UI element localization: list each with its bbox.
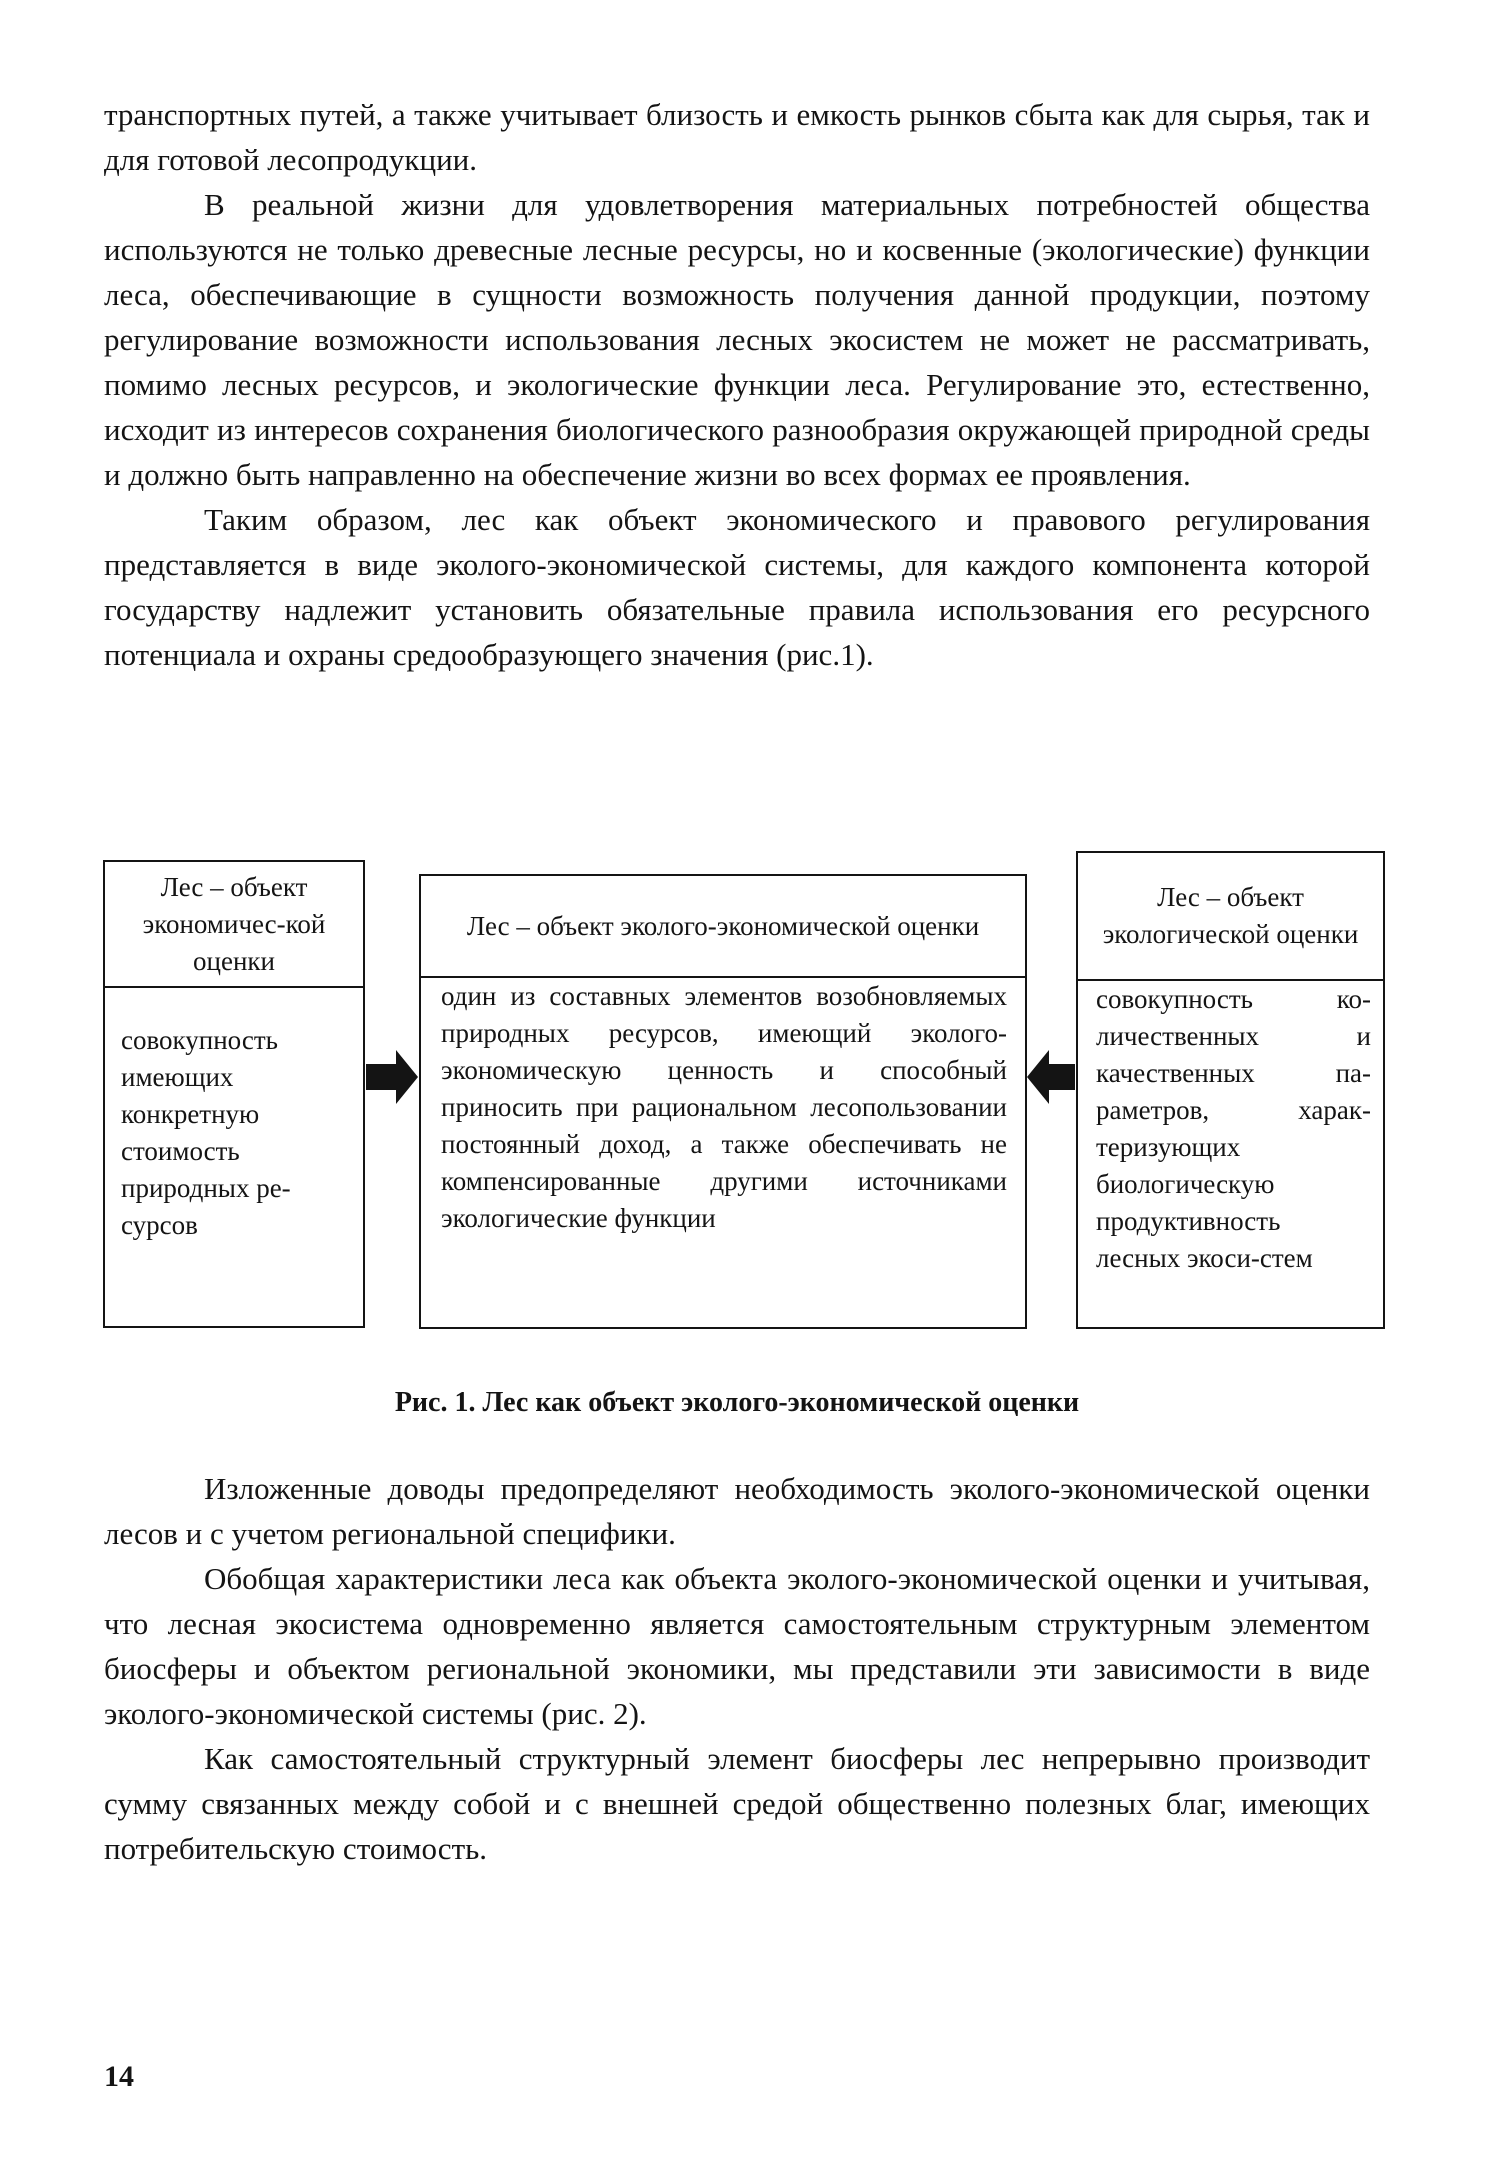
arrow-left-icon: [1027, 1050, 1075, 1104]
box-description: один из составных элементов возобновляемых природных ресурсов, имеющий эколого-экономическую ценность и способный приносить при рациональном лесопользовании постоянный доход, а также обеспечивать не компенсированные другими источниками экологические функции: [441, 981, 1007, 1233]
box-title: Лес – объект экономичес-кой оценки: [105, 862, 363, 988]
arrow-right-icon: [366, 1050, 418, 1104]
paragraph: Таким образом, лес как объект экономического и правового регулирования представляется в виде эколого-экономической системы, для каждого компонента которой государству надлежит установить обязательные правила использования его ресурсного потенциала и охраны средообразующего значения (рис.1).: [104, 502, 1370, 672]
paragraph: Изложенные доводы предопределяют необходимость эколого-экономической оценки лесов и с учетом региональной специфики.: [104, 1471, 1370, 1551]
box-title: Лес – объект экологической оценки: [1078, 853, 1383, 981]
paragraph: Обобщая характеристики леса как объекта эколого-экономической оценки и учитывая, что лесная экосистема одновременно является самостоятельным структурным элементом биосферы и объектом региональной экономики, мы представили эти зависимости в виде эколого-экономической системы (рис. 2).: [104, 1561, 1370, 1731]
figure-caption: Рис. 1. Лес как объект эколого-экономической оценки: [394, 1387, 1080, 1418]
paragraph: транспортных путей, а также учитывает близость и емкость рынков сбыта как для сырья, так и для готовой лесопродукции.: [104, 97, 1370, 177]
box-description: совокупность ко-личественных и качественных па-раметров, харак-теризующих биологическую продуктивность лесных экоси-стем: [1096, 984, 1371, 1273]
text-block-top: [104, 92, 1370, 677]
box-economic-assessment: [103, 860, 365, 1328]
box-eco-economic-assessment: [419, 874, 1027, 1329]
text-block-bottom: [104, 1466, 1370, 1871]
box-description: совокупность имеющих конкретную стоимость природных ре-сурсов: [121, 1025, 291, 1240]
paragraph: Как самостоятельный структурный элемент биосферы лес непрерывно производит сумму связанных между собой и с внешней средой общественно полезных благ, имеющих потребительскую стоимость.: [104, 1741, 1370, 1866]
page-number: 14: [104, 2060, 134, 2093]
box-title: Лес – объект эколого-экономической оценки: [421, 876, 1025, 978]
paragraph: В реальной жизни для удовлетворения материальных потребностей общества используются не только древесные лесные ресурсы, но и косвенные (экологические) функции леса, обеспечивающие в сущности возможность получения данной продукции, поэтому регулирование возможности использования лесных экосистем не может не рассматривать, помимо лесных ресурсов, и экологические функции леса. Регулирование это, естественно, исходит из интересов сохранения биологического разнообразия окружающей природной среды и должно быть направленно на обеспечение жизни во всех формах ее проявления.: [104, 187, 1370, 492]
box-ecological-assessment: [1076, 851, 1385, 1329]
